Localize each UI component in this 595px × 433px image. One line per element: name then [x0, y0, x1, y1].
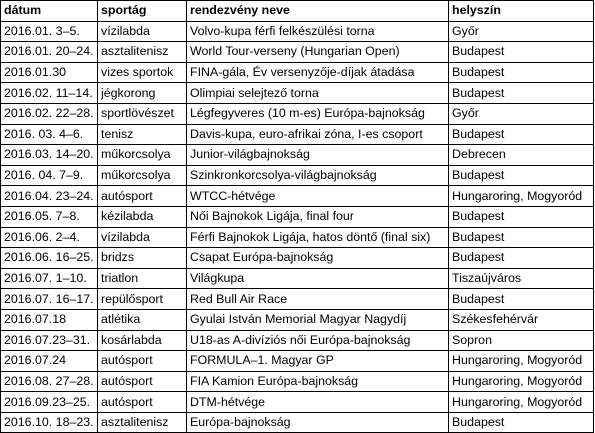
table-row — [1, 412, 594, 433]
table-row — [1, 21, 594, 42]
location-cell: Hungaroring, Mogyoród — [449, 392, 594, 413]
location-cell: Győr — [449, 103, 594, 124]
table-row — [1, 103, 594, 124]
location-cell: Budapest — [449, 289, 594, 310]
event-name-cell: Légfegyveres (10 m-es) Európa-bajnokság — [187, 103, 449, 124]
sport-cell: kosárlabda — [98, 330, 187, 351]
event-name-cell: FORMULA–1. Magyar GP — [187, 351, 449, 372]
date-cell: 2016.07.23–31. — [1, 330, 98, 351]
location-cell: Hungaroring, Mogyoród — [449, 371, 594, 392]
location-cell: Debrecen — [449, 145, 594, 166]
sport-cell: triatlon — [98, 268, 187, 289]
location-cell: Budapest — [449, 227, 594, 248]
location-cell: Győr — [449, 21, 594, 42]
location-cell: Budapest — [449, 62, 594, 83]
date-cell: 2016. 03. 4–6. — [1, 124, 98, 145]
sport-cell: autósport — [98, 371, 187, 392]
header-row — [1, 1, 594, 22]
event-name-cell: Világkupa — [187, 268, 449, 289]
sport-cell: kézilabda — [98, 206, 187, 227]
table-row — [1, 124, 594, 145]
header-location: helyszín — [449, 1, 594, 22]
table-row — [1, 248, 594, 269]
event-name-cell: World Tour-verseny (Hungarian Open) — [187, 42, 449, 63]
table-row — [1, 145, 594, 166]
date-cell: 2016.09.23–25. — [1, 392, 98, 413]
table-body — [1, 21, 594, 433]
event-name-cell: Olimpiai selejtező torna — [187, 83, 449, 104]
table-row — [1, 268, 594, 289]
sport-cell: repülősport — [98, 289, 187, 310]
table-row — [1, 186, 594, 207]
header-date: dátum — [1, 1, 98, 22]
sport-cell: műkorcsolya — [98, 145, 187, 166]
sport-cell: vizes sportok — [98, 62, 187, 83]
event-name-cell: FIA Kamion Európa-bajnokság — [187, 371, 449, 392]
location-cell: Budapest — [449, 42, 594, 63]
sport-cell: sportlövészet — [98, 103, 187, 124]
date-cell: 2016.07.24 — [1, 351, 98, 372]
date-cell: 2016. 04. 7–9. — [1, 165, 98, 186]
event-name-cell: Férfi Bajnokok Ligája, hatos döntő (final six) — [187, 227, 449, 248]
date-cell: 2016.04. 23–24. — [1, 186, 98, 207]
sport-cell: jégkorong — [98, 83, 187, 104]
location-cell: Székesfehérvár — [449, 309, 594, 330]
sport-cell: asztalitenisz — [98, 412, 187, 433]
table-row — [1, 309, 594, 330]
event-name-cell: FINA-gála, Év versenyzője-díjak átadása — [187, 62, 449, 83]
date-cell: 2016.02. 11–14. — [1, 83, 98, 104]
location-cell: Budapest — [449, 206, 594, 227]
table-row — [1, 206, 594, 227]
date-cell: 2016.07.18 — [1, 309, 98, 330]
event-name-cell: Red Bull Air Race — [187, 289, 449, 310]
event-name-cell: DTM-hétvége — [187, 392, 449, 413]
location-cell: Hungaroring, Mogyoród — [449, 186, 594, 207]
event-name-cell: Női Bajnokok Ligája, final four — [187, 206, 449, 227]
event-name-cell: Szinkronkorcsolya-világbajnokság — [187, 165, 449, 186]
date-cell: 2016.10. 18–23. — [1, 412, 98, 433]
event-name-cell: Davis-kupa, euro-afrikai zóna, I-es csoport — [187, 124, 449, 145]
sport-cell: autósport — [98, 186, 187, 207]
location-cell: Budapest — [449, 83, 594, 104]
table-row — [1, 62, 594, 83]
event-name-cell: Gyulai István Memorial Magyar Nagydíj — [187, 309, 449, 330]
location-cell: Budapest — [449, 124, 594, 145]
sport-cell: tenisz — [98, 124, 187, 145]
date-cell: 2016.02. 22–28. — [1, 103, 98, 124]
location-cell: Budapest — [449, 165, 594, 186]
date-cell: 2016.06. 2–4. — [1, 227, 98, 248]
table-row — [1, 392, 594, 413]
table-row — [1, 351, 594, 372]
location-cell: Budapest — [449, 248, 594, 269]
table-row — [1, 83, 594, 104]
sport-cell: autósport — [98, 351, 187, 372]
location-cell: Budapest — [449, 412, 594, 433]
date-cell: 2016.01. 3–5. — [1, 21, 98, 42]
sport-cell: vízilabda — [98, 21, 187, 42]
sport-cell: bridzs — [98, 248, 187, 269]
table-row — [1, 42, 594, 63]
table-row — [1, 371, 594, 392]
location-cell: Tiszaújváros — [449, 268, 594, 289]
sport-cell: autósport — [98, 392, 187, 413]
header-event-name: rendezvény neve — [187, 1, 449, 22]
event-name-cell: Junior-világbajnokság — [187, 145, 449, 166]
table-row — [1, 227, 594, 248]
date-cell: 2016.07. 16–17. — [1, 289, 98, 310]
location-cell: Hungaroring, Mogyoród — [449, 351, 594, 372]
date-cell: 2016.06. 16–25. — [1, 248, 98, 269]
table-row — [1, 165, 594, 186]
date-cell: 2016.01.30 — [1, 62, 98, 83]
event-name-cell: Csapat Európa-bajnokság — [187, 248, 449, 269]
sport-cell: vízilabda — [98, 227, 187, 248]
location-cell: Sopron — [449, 330, 594, 351]
date-cell: 2016.08. 27–28. — [1, 371, 98, 392]
event-name-cell: WTCC-hétvége — [187, 186, 449, 207]
event-name-cell: Európa-bajnokság — [187, 412, 449, 433]
table-row — [1, 330, 594, 351]
sport-cell: műkorcsolya — [98, 165, 187, 186]
sport-cell: atlétika — [98, 309, 187, 330]
event-name-cell: Volvo-kupa férfi felkészülési torna — [187, 21, 449, 42]
event-name-cell: U18-as A-divíziós női Európa-bajnokság — [187, 330, 449, 351]
date-cell: 2016.05. 7–8. — [1, 206, 98, 227]
date-cell: 2016.01. 20–24. — [1, 42, 98, 63]
sport-cell: asztalitenisz — [98, 42, 187, 63]
header-sport: sportág — [98, 1, 187, 22]
date-cell: 2016.03. 14–20. — [1, 145, 98, 166]
table-row — [1, 289, 594, 310]
date-cell: 2016.07. 1–10. — [1, 268, 98, 289]
